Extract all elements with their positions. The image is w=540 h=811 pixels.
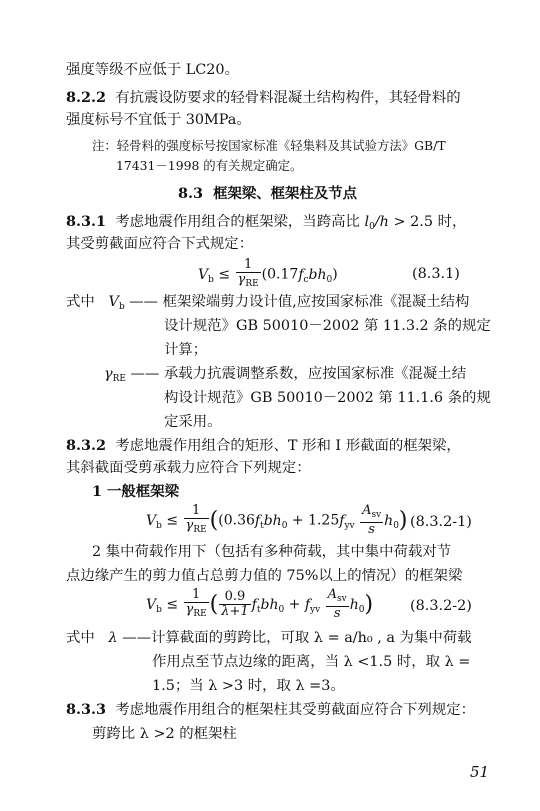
fraction: $\frac{0.9}{\lambda+1}$ xyxy=(221,589,249,619)
text-line: 剪跨比 λ >2 的框架柱 xyxy=(92,726,237,742)
formula-8-3-1: $V_b$ ≤ $\frac{1}{\gamma_{RE}}$ $(0.17f_cbh_0)$ xyxy=(198,257,338,289)
equation-number: (8.3.2-2) xyxy=(410,598,472,614)
text-line: 强度等级不应低于 LC20。 xyxy=(66,62,239,78)
formula-8-3-2-2: $V_b$ ≤ $\frac{1}{\gamma_{RE}}$ ( $\frac{0.9}{\lambda+1}$ $f_tbh_0 + f_{yv}$ $\frac{A_{sv}}{s}$ $h_0$) xyxy=(146,587,374,621)
section-heading xyxy=(178,184,357,204)
clause-text: 有抗震设防要求的轻骨料混凝土结构构件，其轻骨料的 xyxy=(115,90,461,106)
definition-line: 计算； xyxy=(164,342,208,358)
clause-8-3-2 xyxy=(66,436,461,456)
clause-number: 8.3.3 xyxy=(66,701,107,718)
clause-text: 考虑地震作用组合的框架梁，当跨高比 xyxy=(115,214,360,230)
definition-line: 1.5；当 λ >3 时，取 λ =3。 xyxy=(152,678,345,694)
section-title: 框架梁、框架柱及节点 xyxy=(213,185,357,202)
list-item: 2 集中荷载作用下（包括有多种荷载，其中集中荷载对节 xyxy=(92,544,452,560)
clause-number: 8.2.2 xyxy=(66,89,107,106)
clause-text-end: > 2.5 时， xyxy=(393,214,467,230)
clause-8-2-2 xyxy=(66,88,461,108)
definition-vb: 式中 $V_b$ —— 框架梁端剪力设计值,应按国家标准《混凝土结构 xyxy=(66,294,470,312)
list-item: 1 一般框架梁 xyxy=(92,483,179,500)
text-line: 其斜截面受剪承载力应符合下列规定： xyxy=(66,460,311,476)
text-line: 强度标号不宜低于 30MPa。 xyxy=(66,112,251,128)
fraction: $\frac{A_{sv}}{s}$ xyxy=(362,503,382,537)
fraction: $\frac{1}{\gamma_{RE}}$ xyxy=(185,503,207,535)
definition-gamma-re: $\gamma_{RE}$ —— 承载力抗震调整系数，应按国家标准《混凝土结 xyxy=(104,366,467,384)
definition-line: 定采用。 xyxy=(164,414,222,430)
fraction: $\frac{A_{sv}}{s}$ xyxy=(327,587,347,621)
equation-number: (8.3.1) xyxy=(412,266,460,282)
definition-line: 构设计规范》GB 50010－2002 第 11.1.6 条的规 xyxy=(164,390,491,406)
clause-8-3-3 xyxy=(66,700,475,720)
definition-line: 设计规范》GB 50010－2002 第 11.3.2 条的规定 xyxy=(164,318,491,334)
definition-line: 作用点至节点边缘的距离，当 λ <1.5 时，取 λ = xyxy=(152,654,471,670)
ratio-symbol: $l_0/h$ xyxy=(364,214,389,232)
text-line: 其受剪截面应符合下式规定： xyxy=(66,236,254,252)
clause-number: 8.3.1 xyxy=(66,213,107,230)
page-number: 51 xyxy=(470,763,490,781)
fraction: $\frac{1}{\gamma_{RE}}$ xyxy=(185,587,207,619)
formula-8-3-2-1: $V_b$ ≤ $\frac{1}{\gamma_{RE}}$ (($0.36f_tbh_0 + 1.25f_{yv}$ $\frac{A_{sv}}{s}$ $h_0$) xyxy=(146,503,408,537)
clause-text: 考虑地震作用组合的矩形、T 形和 I 形截面的框架梁， xyxy=(115,438,461,454)
note-line: 17431－1998 的有关规定确定。 xyxy=(116,158,303,173)
section-number: 8.3 xyxy=(178,185,204,202)
definition-lambda: 式中 λ ——计算截面的剪跨比，可取 λ = a/h₀ , a 为集中荷载 xyxy=(66,630,472,646)
equation-number: (8.3.2-1) xyxy=(410,514,472,530)
fraction: $\frac{1}{\gamma_{RE}}$ xyxy=(237,257,259,289)
clause-number: 8.3.2 xyxy=(66,437,107,454)
clause-text: 考虑地震作用组合的框架柱其受剪截面应符合下列规定： xyxy=(115,702,475,718)
note-line: 注：轻骨料的强度标号按国家标准《轻集料及其试验方法》GB/T xyxy=(92,138,446,153)
text-line: 点边缘产生的剪力值占总剪力值的 75%以上的情况）的框架梁 xyxy=(66,568,463,584)
